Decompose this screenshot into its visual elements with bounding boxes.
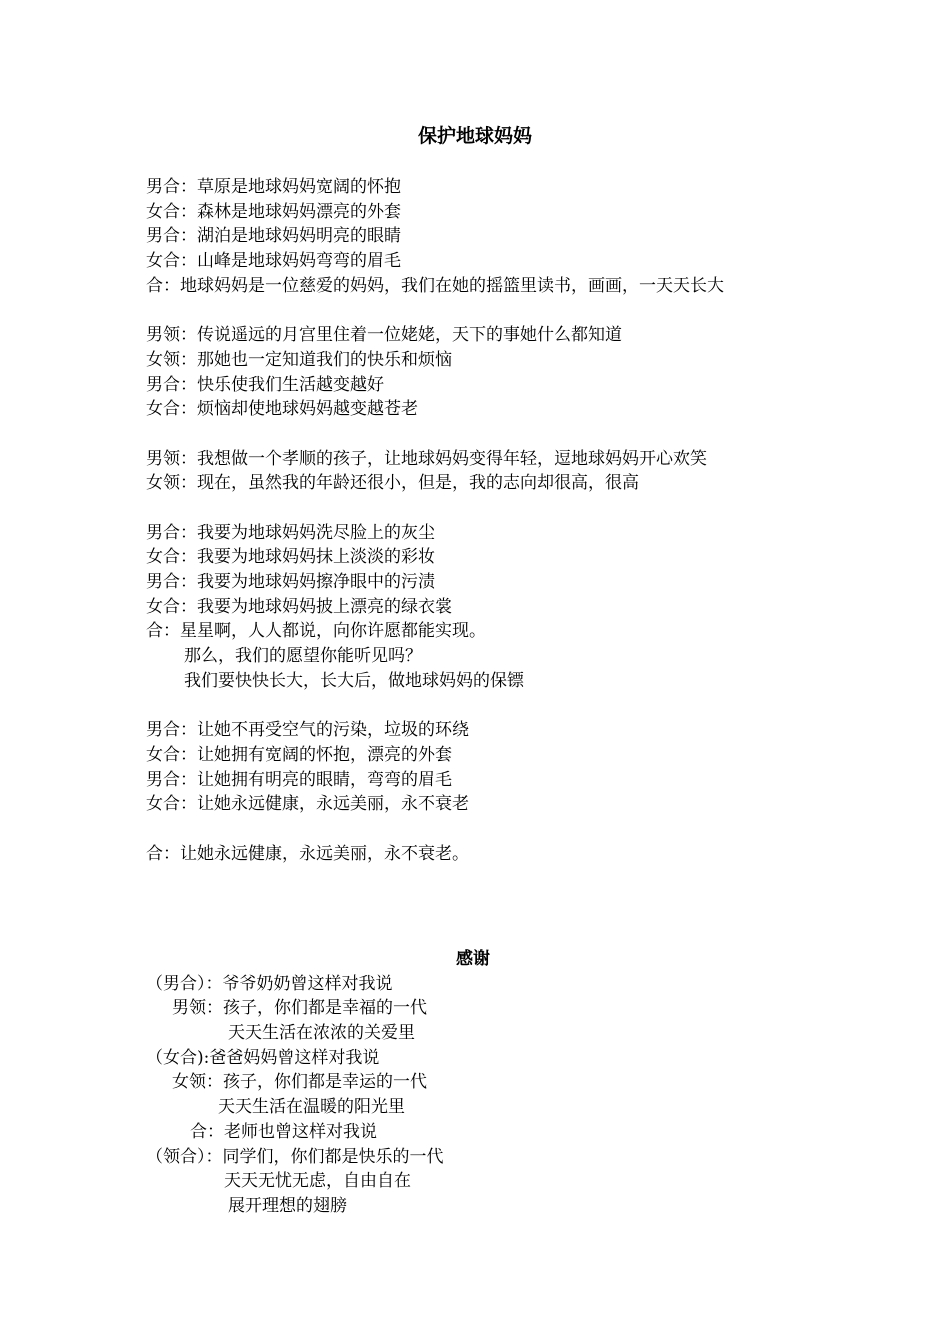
stanza-gap <box>146 693 866 718</box>
poem2-title: 感谢 <box>456 949 490 969</box>
poem-finale: 合：让她永远健康，永远美丽，永不衰老。 <box>146 843 469 864</box>
poem2-line: 天天生活在浓浓的关爱里 <box>228 1023 415 1044</box>
stanza-gap <box>146 496 866 521</box>
poem-line: 女合：烦恼却使地球妈妈越变越苍老 <box>146 399 418 420</box>
poem-line: 男领：我想做一个孝顺的孩子，让地球妈妈变得年轻，逗地球妈妈开心欢笑 <box>146 448 707 469</box>
poem-line: 男合：快乐使我们生活越变越好 <box>146 374 384 395</box>
poem-title: 保护地球妈妈 <box>417 125 532 147</box>
poem2-line: 天天生活在温暖的阳光里 <box>218 1097 405 1118</box>
poem-line: 女合：我要为地球妈妈披上漂亮的绿衣裳 <box>146 596 452 617</box>
poem2-line: 合：老师也曾这样对我说 <box>190 1121 377 1142</box>
stanza-gap <box>146 422 866 447</box>
poem-line: 男合：我要为地球妈妈洗尽脸上的灰尘 <box>146 522 435 543</box>
poem-line: 女合：让她拥有宽阔的怀抱，漂亮的外套 <box>146 744 452 765</box>
poem-line: 男合：让她不再受空气的污染，垃圾的环绕 <box>146 720 469 741</box>
poem-line-indented: 那么，我们的愿望你能听见吗？ <box>184 646 422 667</box>
poem-line: 合：星星啊，人人都说，向你许愿都能实现。 <box>146 621 486 642</box>
poem-line: 女领：现在，虽然我的年龄还很小，但是，我的志向却很高，很高 <box>146 473 639 494</box>
poem2-body <box>146 947 866 1219</box>
poem-line: 男合：让她拥有明亮的眼睛，弯弯的眉毛 <box>146 769 452 790</box>
poem-line: 男合：湖泊是地球妈妈明亮的眼睛 <box>146 226 401 247</box>
poem2-line: 男领：孩子，你们都是幸福的一代 <box>172 998 427 1019</box>
poem-line: 女合：山峰是地球妈妈弯弯的眉毛 <box>146 251 401 272</box>
stanza-gap <box>146 817 866 842</box>
poem-line: 女合：我要为地球妈妈抹上淡淡的彩妆 <box>146 547 435 568</box>
poem2-line: （女合):爸爸妈妈曾这样对我说 <box>146 1047 380 1068</box>
poem-body <box>146 175 866 866</box>
poem-line: 合：地球妈妈是一位慈爱的妈妈，我们在她的摇篮里读书，画画，一天天长大 <box>146 275 724 296</box>
poem2-line: （男合）：爷爷奶奶曾这样对我说 <box>146 973 393 994</box>
poem2-line: 天天无忧无虑，自由自在 <box>224 1171 411 1192</box>
poem2-line: （领合）：同学们，你们都是快乐的一代 <box>146 1146 444 1167</box>
poem-line: 女合：让她永远健康，永远美丽，永不衰老 <box>146 794 469 815</box>
poem-line: 男合：草原是地球妈妈宽阔的怀抱 <box>146 177 401 197</box>
poem-line: 女合：森林是地球妈妈漂亮的外套 <box>146 201 401 222</box>
stanza-gap <box>146 298 866 323</box>
poem-line: 男领：传说遥远的月宫里住着一位姥姥，天下的事她什么都知道 <box>146 325 622 346</box>
poem-line-indented: 我们要快快长大，长大后，做地球妈妈的保镖 <box>184 670 524 691</box>
poem2-line: 女领：孩子，你们都是幸运的一代 <box>172 1072 427 1093</box>
poem2-line: 展开理想的翅膀 <box>228 1195 347 1216</box>
poem-line: 男合：我要为地球妈妈擦净眼中的污渍 <box>146 572 435 592</box>
poem-line: 女领：那她也一定知道我们的快乐和烦恼 <box>146 349 452 370</box>
